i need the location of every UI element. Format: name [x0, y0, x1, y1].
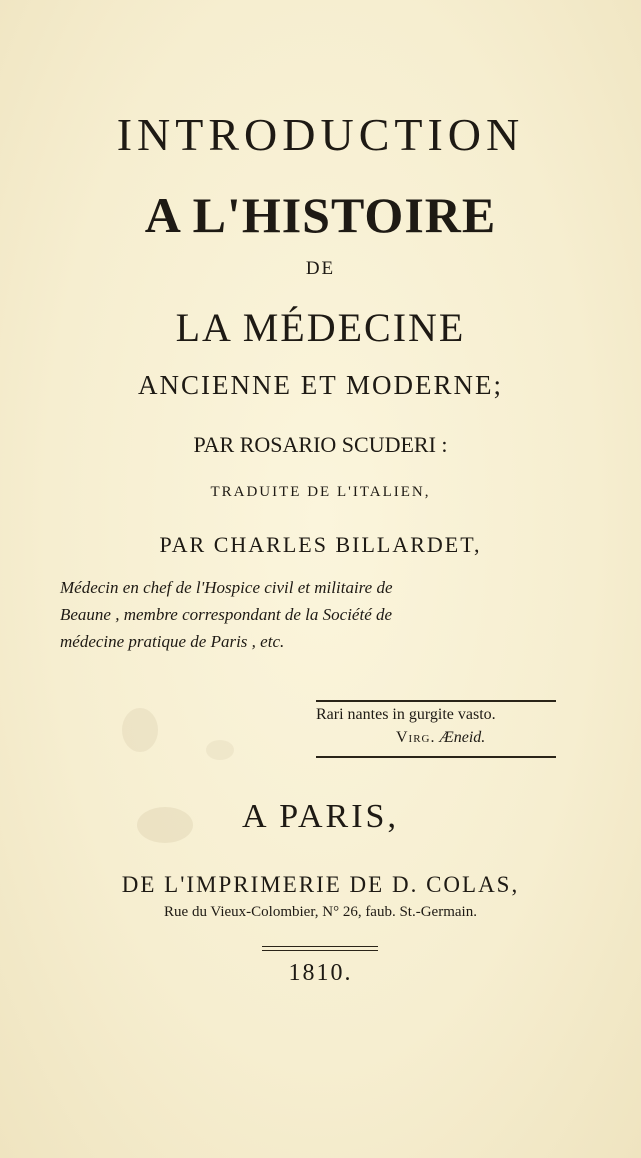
title-line-ancienne-moderne: ANCIENNE ET MODERNE; — [138, 370, 503, 400]
title-line-medecine: LA MÉDECINE — [175, 305, 466, 350]
translator-title-line: Médecin en chef de l'Hospice civil et militaire de — [60, 578, 393, 597]
translation-note: TRADUITE DE L'ITALIEN, — [210, 484, 431, 500]
title-line-histoire: A L'HISTOIRE — [144, 187, 497, 243]
translator-line: PAR CHARLES BILLARDET, — [159, 532, 482, 557]
printer-line: DE L'IMPRIMERIE DE D. COLAS, — [121, 872, 520, 897]
year-rule-1 — [262, 946, 378, 947]
translator-title-line: médecine pratique de Paris , etc. — [60, 632, 285, 651]
epigraph-work: Æneid. — [439, 729, 486, 746]
place-line: A PARIS, — [242, 798, 399, 835]
epigraph-text: Rari nantes in gurgite vasto. — [316, 706, 496, 723]
title-line-introduction: INTRODUCTION — [116, 109, 525, 160]
epigraph-top-rule — [316, 700, 556, 702]
title-line-de: DE — [305, 258, 336, 279]
translator-title-line: Beaune , membre correspondant de la Société de — [60, 605, 393, 624]
year-line: 1810. — [288, 960, 353, 986]
author-line: PAR ROSARIO SCUDERI : — [193, 432, 448, 457]
epigraph-bottom-rule — [316, 756, 556, 758]
year-rule-2 — [262, 950, 378, 951]
epigraph-author: Virg. — [396, 729, 436, 746]
address-line: Rue du Vieux-Colombier, N° 26, faub. St.-Germain. — [164, 904, 477, 920]
epigraph-source — [396, 729, 485, 747]
